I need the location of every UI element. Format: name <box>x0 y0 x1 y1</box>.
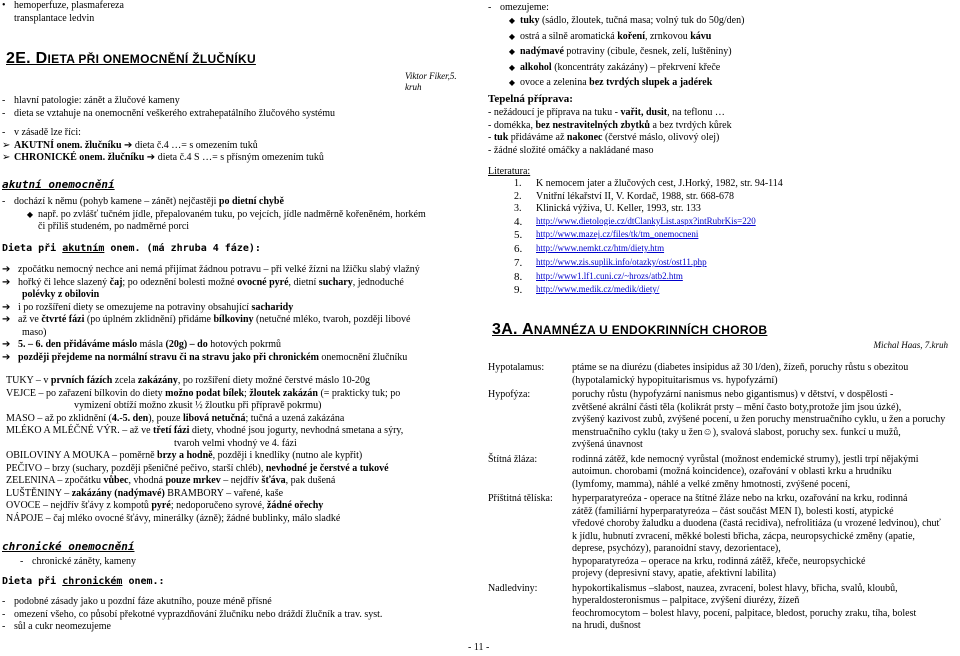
restrict-item: ◆ alkohol (koncentráty zakázány) – překrvení křeče <box>504 62 954 75</box>
restrict-item: ◆ nadýmavé potraviny (cibule, česnek, zelí, luštěniny) <box>504 46 954 59</box>
thermal-line: - tuk přidáváme až nakonec (čerstvé máslo, olivový olej) <box>488 132 720 143</box>
top-bullet-1: hemoperfuze, plasmafereza <box>14 0 124 11</box>
diamond-bullet-icon: ◆ <box>508 16 516 25</box>
food-line: tvaroh velmi vhodný ve 4. fázi <box>174 437 297 449</box>
literature-heading: Literatura: <box>488 166 531 177</box>
reference-link[interactable]: http://www.nemkt.cz/htm/diety.htm <box>536 243 665 253</box>
phase-line: ➔ 5. – 6. den přidáváme máslo másla (20g) – do hotových pokrmů <box>2 339 282 350</box>
restrict-list <box>504 15 954 93</box>
top-bullet-2: transplantace ledvin <box>14 12 95 24</box>
phases-list <box>2 264 468 364</box>
definition-row <box>488 454 956 492</box>
diet-chronic-heading: Dieta při chronickém onem.: <box>2 576 165 587</box>
restrict-item: ◆ tuky (sádlo, žloutek, tučná masa; volný tuk do 50g/den) <box>504 15 954 28</box>
definition-row <box>488 389 956 452</box>
definition-key: Příštitná tělíska: <box>488 493 553 504</box>
thermal-line: - žádné složité omáčky a nakládané maso <box>488 144 654 156</box>
reference-link-item: 6. http://www.nemkt.cz/htm/diety.htm <box>514 243 665 255</box>
reference-link[interactable]: http://www.medik.cz/medik/diety/ <box>536 284 660 295</box>
reference-link[interactable]: http://www.zis.suplik.info/otazky/ost/ost11.php <box>536 256 707 267</box>
page-number: - 11 - <box>468 642 490 653</box>
diamond-bullet-icon: ◆ <box>508 31 516 41</box>
definition-key: Nadledviny: <box>488 582 538 594</box>
reference-link-item: 8. http://www1.lf1.cuni.cz/~hrozs/atb2.htm <box>514 270 683 283</box>
section-title: 2E. DIETA PŘI ONEMOCNĚNÍ ŽLUČNÍKU <box>6 50 256 67</box>
reference-item: 2. Vnitřní lékařství II, V. Kordač, 1988, str. 668-678 <box>514 190 734 202</box>
food-line: OVOCE – nejdřív šťávy z kompotů pyré; nedoporučeno syrové, žádné ořechy <box>6 500 324 511</box>
food-line: PEČIVO – brzy (suchary, později pšeničné pečivo, starší chléb), nevhodné je čerstvé a tukové <box>6 462 389 474</box>
phase-line: ➔ až ve čtvrté fázi (po úplném zklidnění) přidáme bílkoviny (netučné mléko, tvaroh, později libové <box>2 314 411 325</box>
definition-key: Hypofýza: <box>488 389 531 400</box>
foods-list <box>6 375 468 525</box>
reference-link-item: 5. http://www.mazej.cz/files/tk/tm_onemocneni <box>514 229 699 242</box>
diamond-bullet-icon: ◆ <box>508 47 516 56</box>
reference-item: 1. K nemocem jater a žlučových cest, J.Horký, 1982, str. 94-114 <box>514 178 783 189</box>
definition-value: ptáme se na diurézu (diabetes insipidus až 30 l/den), žízeň, poruchy růstu s obezitou (hypotalamický hypopituitarismus vs. hypofyzární) <box>572 362 909 386</box>
reference-link[interactable]: http://www.mazej.cz/files/tk/tm_onemocneni <box>536 229 699 240</box>
definition-key: Hypotalamus: <box>488 362 545 373</box>
reference-link[interactable]: http://www.dietologie.cz/dtClankyList.aspx?intRubrKis=220 <box>536 215 756 226</box>
food-line: OBILOVINY A MOUKA – poměrně brzy a hodně, později i knedlíky (nutno ale kypřit) <box>6 450 363 461</box>
reference-link-item: 4. http://www.dietologie.cz/dtClankyList.aspx?intRubrKis=220 <box>514 215 756 228</box>
definition-value: rodinná zátěž, kde nemocný vyrůstal (možnost endemické strumy), jestli trpí nějakými autoimun. chorobami (možná koincidence), ozařování v oblasti krku a hrudníku (lymfomy, mamma), náhlé a velké změny hmotnosti, zvýšené pocení, <box>572 453 919 490</box>
top-bullets: • hemoperfuze, plasmafereza transplantace ledvin <box>2 0 124 24</box>
section-3a-title: 3A. ANAMNÉZA U ENDOKRINNÍCH CHOROB <box>492 321 768 338</box>
references-list <box>488 178 954 298</box>
definition-value: hypokortikalismus –slabost, nauzea, zvracení, bolest hlavy, břicha, svalů, kloubů, hyperaldosteronismus – palpitace, zvýšení diurézy, žízeň feochromocytom – bolest hlavy, pocení, palpitace, bledost, poruchy zraku, tíha, bolest na hrudi, dušnost <box>572 582 917 631</box>
definition-row <box>488 362 956 387</box>
definition-row <box>488 583 956 633</box>
diamond-bullet-icon: ◆ <box>508 78 516 87</box>
acute-heading: akutní onemocnění <box>2 178 115 191</box>
chronic-heading: chronické onemocnění <box>2 540 135 553</box>
reference-link[interactable]: http://www1.lf1.cuni.cz/~hrozs/atb2.htm <box>536 270 683 281</box>
food-line: NÁPOJE – čaj mléko ovocné šťávy, minerálky (ázně); žádné bublinky, málo sladké <box>6 512 341 524</box>
phase-line: ➔ i po rozšíření diety se omezujeme na potraviny obsahující sacharidy <box>2 301 294 313</box>
reference-link-item: 9. http://www.medik.cz/medik/diety/ <box>514 284 660 297</box>
phase-line: maso) <box>22 326 47 338</box>
restrict-item: ◆ ostrá a silně aromatická koření, zrnkovou kávu <box>504 31 954 44</box>
author-3a: Michal Haas, 7.kruh <box>873 340 948 350</box>
food-line: MLÉKO A MLÉČNÉ VÝR. – až ve třetí fázi diety, vhodné jsou jogurty, nevhodná smetana a sýry, <box>6 425 404 436</box>
chronic-line: - chronické záněty, kameny <box>20 556 137 567</box>
phase-line: ➔ zpočátku nemocný nechce ani nemá přijímat žádnou potravu – při velké žízni na lžičku slabý vlažný <box>2 264 420 275</box>
diamond-bullet-icon: ◆ <box>508 62 516 72</box>
arrow-icon: ➔ <box>2 339 11 350</box>
reference-item: 3. Klinická výživa, U. Keller, 1993, str. 133 <box>514 203 701 214</box>
reference-link-item: 7. http://www.zis.suplik.info/otazky/ost/ost11.php <box>514 256 707 269</box>
diet-acute-heading: Dieta při akutním onem. (má zhruba 4 fáze): <box>2 243 261 254</box>
thermal-line: - nežádoucí je příprava na tuku - vařit, dusit, na teflonu … <box>488 107 725 118</box>
phase-line: ➔ později přejdeme na normální stravu či na stravu jako při chronickém onemocnění žlučníku <box>2 351 408 363</box>
food-line: LUŠTĚNINY – zakázány (nadýmavé) BRAMBORY – vařené, kaše <box>6 487 284 499</box>
arrow-icon: ➔ <box>2 264 11 275</box>
thermal-heading: Tepelná příprava: <box>488 93 573 105</box>
arrow-icon: ➔ <box>2 351 11 363</box>
food-line: MASO – až po zklidnění (4.-5. den), pouze libová netučná; tučná a uzená zakázána <box>6 412 345 424</box>
thermal-line: - domékka, bez nestravitelných zbytků a bez tvrdých kůrek <box>488 119 732 131</box>
acute-cause: - dochází k němu (pohyb kamene – zánět) nejčastěji po dietní chybě ◆ např. po zvlášť tučném jídle, přepalovaném tuku, po vejcích, jídle nadměrně kořeněném, horkém či příliš studeném, po nadměrné porci <box>2 196 426 232</box>
phase-line: polévky z obilovin <box>22 289 100 300</box>
food-line: TUKY – v prvních fázích zcela zakázány, po rozšíření diety možné čerstvé máslo 10-20g <box>6 375 371 386</box>
food-line: VEJCE – po zařazení bílkovin do diety možno podat bílek; žloutek zakázán (= prakticky tuk; po <box>6 387 401 399</box>
principles-list: - v zásadě lze říci: ➢ AKUTNÍ onem. žlučníku ➔ dieta č.4 …= s omezením tuků ➢ CHRONICKÉ onem. žlučníku ➔ dieta č.4 S …= s přísným omezením tuků <box>2 127 324 163</box>
phase-line: ➔ hořký či lehce slazený čaj; po odeznění bolesti možné ovocné pyré, dietní suchary, jednoduché <box>2 276 404 288</box>
restrict-intro: - omezujeme: <box>488 2 549 13</box>
definition-value: hyperparatyreóza - operace na štítné žláze nebo na krku, ozařování na krku, rodinná zátěž (familiární hyperparatyreóza – část součást MEN I), bolesti kostí, atypické vředové choroby žaludku a duodena (častá recidiva), nefrolitiáza (u vrozené ledvinou), chuť k jídlu, hubnutí zvracení, měkké bolesti břicha, zácpa, neuropsychické změny (apatie, deprese, psychózy), paranoidní stavy, dezorientace), hypoparatyreóza – operace na krku, rodinná zátěž, křeče, neuropsychické projevy (depresivní stavy, apatie, afektivní labilita) <box>572 493 941 579</box>
definition-key: Štítná žláza: <box>488 453 538 465</box>
arrow-icon: ➔ <box>2 314 11 325</box>
definition-row <box>488 493 956 581</box>
arrow-icon: ➔ <box>2 276 11 288</box>
definition-value: poruchy růstu (hypofyzární nanismus nebo gigantismus) v dětství, v dospělosti - zvětšené akrální části těla (kolikrát prsty – mění často boty,protože jim jsou úzké), zvýšený kazivost zubů, zvýšené pocení, u žen poruchy menstruačního cyklu, u žen a poruchy menstruačního cyklu (taky u žen☺), svalová slabost, poruchy sex. funkcí u mužů, zvýšená únavnost <box>572 389 946 450</box>
food-line: ZELENINA – zpočátku vůbec, vhodná pouze mrkev – nejdřív šťáva, pak dušená <box>6 475 336 486</box>
arrow-icon: ➔ <box>2 301 11 313</box>
endocrine-definitions <box>488 362 956 635</box>
chronic-rules: - podobné zásady jako u pozdní fáze akutního, pouze méně přísné - omezení všeho, co působí překotné vyprazdňování žlučníku nebo dráždí žlučník a trav. syst. - sůl a cukr neomezujeme <box>2 596 383 632</box>
thermal-list <box>488 107 954 157</box>
food-line: vymizení obtíží možno zkusit ½ žloutku při přípravě pokrmu) <box>74 400 322 411</box>
restrict-item: ◆ ovoce a zelenina bez tvrdých slupek a jadérek <box>504 77 954 90</box>
intro-list: - hlavní patologie: zánět a žlučové kameny - dieta se vztahuje na onemocnění veškerého extrahepatálního žlučového systému <box>2 95 335 119</box>
author-label: Viktor Fiker,5. kruh <box>405 71 457 93</box>
